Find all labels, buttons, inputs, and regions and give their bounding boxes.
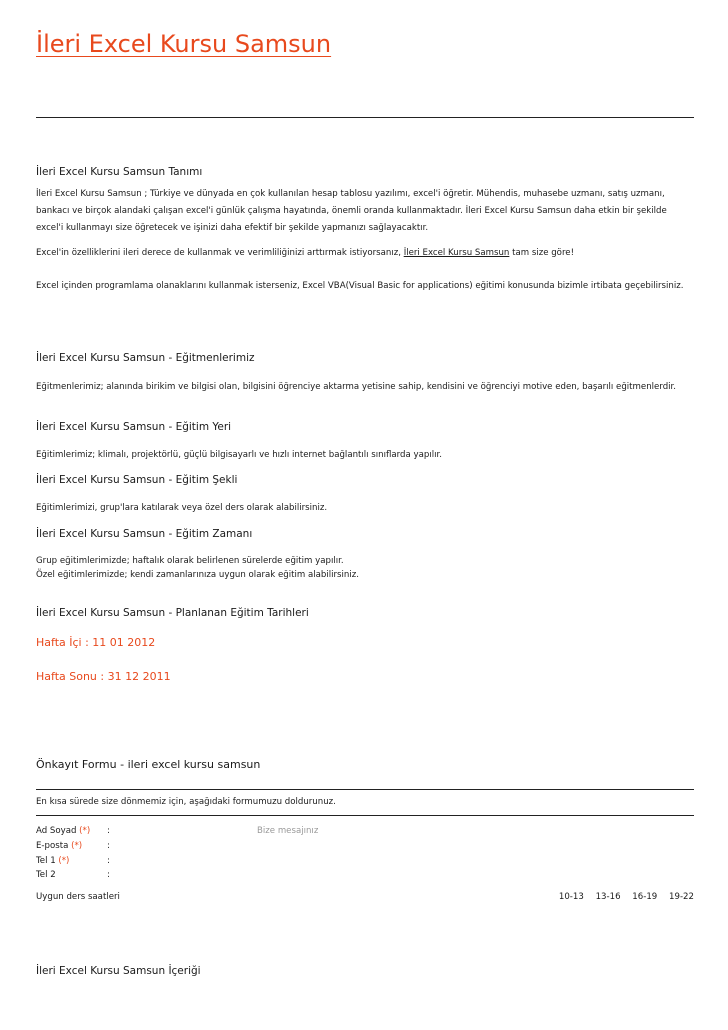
- page-title: İleri Excel Kursu Samsun: [36, 30, 332, 58]
- field-label-name[interactable]: [36, 826, 90, 836]
- egitmen-paragraph: Eğitmenlerimiz; alanında birikim ve bilgisi olan, bilgisini öğrenciye aktarma yetisine sahip, kendisini ve öğrenciyi motive eden, başarılı eğitmenlerdir.: [36, 382, 677, 392]
- tanim-paragraph-1: İleri Excel Kursu Samsun ; Türkiye ve dünyada en çok kullanılan hesap tablosu yazılımı, excel'i öğretir. Mühendis, muhasebe uzmanı, satış uzmanı, bankacı ve birçok alandaki çalışan excel'i günlük çalışma hayatında, önemli oranda kullanmaktadır. İleri Excel Kursu Samsun daha etkin bir şekilde excel'i kullanmayı size öğretecek ve işinizi daha efektif bir şekilde yapmanızı sağlayacaktır.: [36, 189, 667, 233]
- section-heading-zaman: İleri Excel Kursu Samsun - Eğitim Zamanı: [36, 528, 253, 540]
- weekend-date: Hafta Sonu : 31 12 2011: [36, 670, 171, 683]
- field-label-tel1[interactable]: [36, 856, 69, 866]
- time-slot-option[interactable]: 13-16: [595, 892, 621, 902]
- time-slot-option[interactable]: 16-19: [632, 892, 658, 902]
- form-divider-bottom: [36, 815, 694, 816]
- tanim-paragraph-2: [36, 245, 694, 262]
- tanim-p2-after: tam size göre!: [512, 248, 575, 258]
- form-divider-top: [36, 789, 694, 790]
- zaman-line-2: Özel eğitimlerimizde; kendi zamanlarınıza uygun olarak eğitim alabilirsiniz.: [36, 570, 359, 580]
- message-textarea[interactable]: Bize mesajınız: [257, 826, 319, 836]
- yer-paragraph: Eğitimlerimiz; klimalı, projektörlü, güçlü bilgisayarlı ve hızlı internet bağlantılı sınıflarda yapılır.: [36, 450, 442, 460]
- field-label-tel2[interactable]: [36, 870, 56, 880]
- section-heading-tarih: İleri Excel Kursu Samsun - Planlanan Eğitim Tarihleri: [36, 607, 309, 619]
- email-colon: :: [107, 841, 110, 851]
- section-heading-tanim: İleri Excel Kursu Samsun Tanımı: [36, 166, 203, 178]
- tanim-link[interactable]: İleri Excel Kursu Samsun: [403, 248, 510, 258]
- tel1-colon: :: [107, 856, 110, 866]
- required-mark: (*): [58, 856, 70, 866]
- tanim-paragraph-3: Excel içinden programlama olanaklarını kullanmak isterseniz, Excel VBA(Visual Basic for applications) eğitimi konusunda bizimle irtibata geçebilirsiniz.: [36, 281, 684, 291]
- tel1-label-text: Tel 1: [36, 856, 56, 866]
- tel2-colon: :: [107, 870, 110, 880]
- tanim-p2-before: Excel'in özelliklerini ileri derece de kullanmak ve verimliliğinizi arttırmak istiyorsanız,: [36, 248, 401, 258]
- title-divider: [36, 117, 694, 118]
- time-slot-option[interactable]: 19-22: [669, 892, 694, 902]
- slots-label: Uygun ders saatleri: [36, 892, 120, 902]
- time-slot-option[interactable]: 10-13: [558, 892, 584, 902]
- email-label-text: E-posta: [36, 841, 69, 851]
- form-title: Önkayıt Formu - ileri excel kursu samsun: [36, 758, 261, 771]
- weekday-date: Hafta İçi : 11 01 2012: [36, 636, 156, 649]
- document-page: [36, 0, 694, 1030]
- section-heading-icerik: İleri Excel Kursu Samsun İçeriği: [36, 965, 201, 977]
- required-mark: (*): [71, 841, 83, 851]
- tel2-label-text: Tel 2: [36, 870, 56, 880]
- zaman-line-1: Grup eğitimlerimizde; haftalık olarak belirlenen sürelerde eğitim yapılır.: [36, 556, 344, 566]
- section-heading-egitmen: İleri Excel Kursu Samsun - Eğitmenlerimiz: [36, 352, 255, 364]
- name-label-text: Ad Soyad: [36, 826, 77, 836]
- time-slot-options: [550, 892, 694, 902]
- required-mark: (*): [79, 826, 91, 836]
- name-colon: :: [107, 826, 110, 836]
- field-label-email[interactable]: [36, 841, 82, 851]
- sekil-paragraph: Eğitimlerimizi, grup'lara katılarak veya özel ders olarak alabilirsiniz.: [36, 503, 328, 513]
- form-intro: En kısa sürede size dönmemiz için, aşağıdaki formumuzu doldurunuz.: [36, 797, 336, 807]
- section-heading-sekil: İleri Excel Kursu Samsun - Eğitim Şekli: [36, 474, 238, 486]
- section-heading-yer: İleri Excel Kursu Samsun - Eğitim Yeri: [36, 421, 232, 433]
